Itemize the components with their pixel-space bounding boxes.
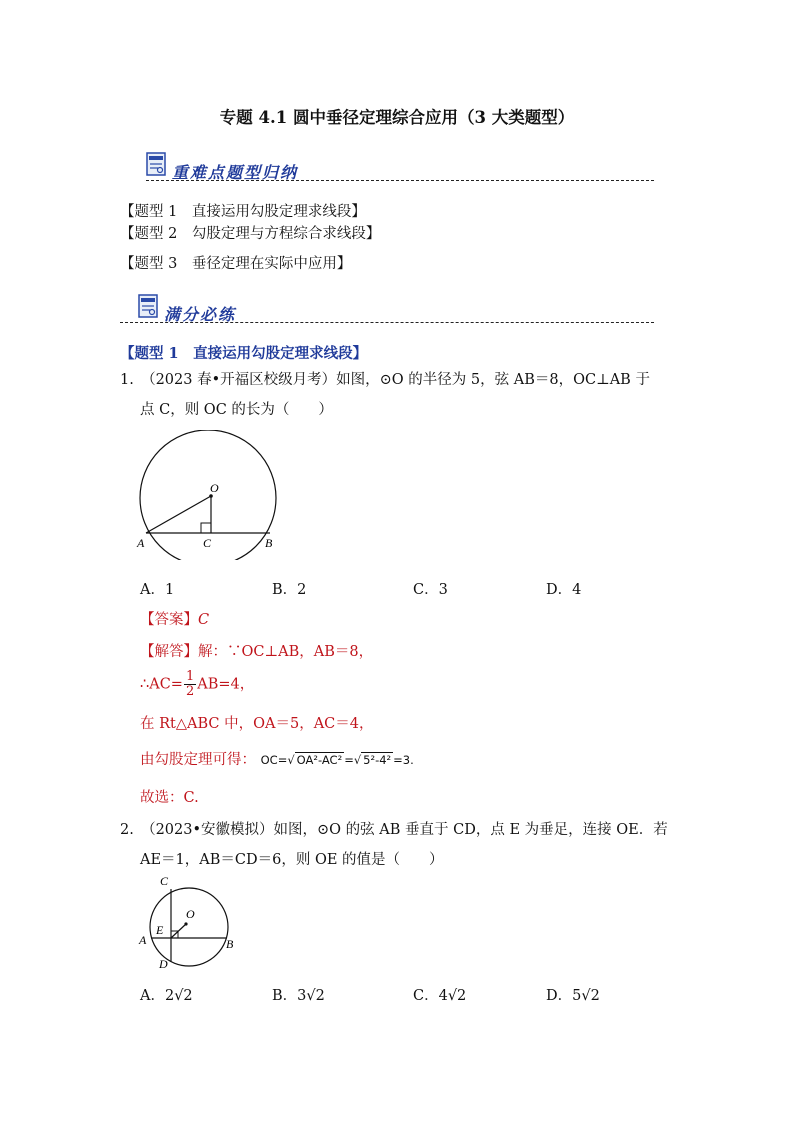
answer-line [140, 608, 209, 629]
solution-text-2-post: AB=4， [197, 676, 255, 693]
section-heading-summary: 重难点题型归纳 [172, 163, 299, 182]
label-a: A [139, 933, 147, 947]
answer-value: C [198, 612, 210, 628]
q2-option-b: B．3√2 [272, 988, 325, 1004]
label-c: C [203, 536, 212, 550]
type-item-3: 【题型 3 垂径定理在实际中应用】 [120, 256, 352, 272]
solution-text-2-pre: ∴AC= [140, 676, 183, 693]
fraction-numerator: 1 [185, 669, 195, 684]
section-divider [120, 322, 654, 323]
solution-tag: 【解答】 [140, 644, 198, 660]
solution-line2 [140, 670, 254, 699]
q1-option-b: B．2 [272, 582, 307, 598]
label-c: C [160, 874, 169, 888]
point-o [184, 922, 187, 925]
q2-option-c: C．4√2 [413, 988, 467, 1004]
solution-line1 [140, 640, 373, 661]
label-e: E [156, 923, 164, 937]
q1-option-a: A．1 [140, 582, 175, 598]
solution-text-1: 解：∵OC⊥AB，AB＝8， [198, 644, 374, 660]
label-b: B [265, 536, 273, 550]
section-heading-practice: 满分必练 [164, 305, 237, 324]
q1-line1: 1. （2023 春•开福区校级月考）如图，⊙O 的半径为 5，弦 AB＝8，OC⊥AB 于 [120, 372, 650, 388]
q1-option-d: D．4 [546, 582, 582, 598]
formula-part-e: =3. [393, 753, 414, 767]
q2-circle-diagram [134, 872, 246, 976]
q2-option-a: A．2√2 [140, 988, 193, 1004]
section-divider [146, 180, 654, 181]
fraction-half [184, 670, 196, 699]
formula-sqrt-1: OA²-AC² [296, 753, 343, 767]
fraction-denominator: 2 [185, 684, 195, 699]
label-o: O [210, 481, 219, 495]
solution-line3: 在 Rt△ABC 中，OA＝5，AC＝4， [140, 716, 374, 732]
q2-line2: AE＝1，AB＝CD＝6，则 OE 的值是（ ） [140, 852, 444, 868]
formula-part-a: OC= [260, 753, 288, 767]
q1-line2: 点 C，则 OC 的长为（ ） [140, 402, 333, 418]
right-angle-mark [201, 523, 211, 533]
solution-text-4: 由勾股定理可得： [140, 752, 256, 768]
type1-heading: 【题型 1 直接运用勾股定理求线段】 [120, 345, 368, 362]
type-item-2: 【题型 2 勾股定理与方程综合求线段】 [120, 226, 381, 242]
solution-conclusion: 故选：C. [140, 790, 199, 806]
document-icon [138, 294, 158, 318]
formula-part-c: = [344, 753, 354, 767]
q1-circle-diagram [132, 430, 292, 560]
formula-sqrt-2: 5²-4² [363, 753, 392, 767]
q2-line1: 2. （2023•安徽模拟）如图，⊙O 的弦 AB 垂直于 CD，点 E 为垂足，连接 OE．若 [120, 822, 668, 838]
pythagoras-formula: OC=√ OA²-AC² =√ 5²-4² =3. [260, 753, 414, 767]
label-a: A [137, 536, 145, 550]
type-item-1: 【题型 1 直接运用勾股定理求线段】 [120, 204, 366, 220]
q2-option-d: D．5√2 [546, 988, 600, 1004]
page-title: 专题 4.1 圆中垂径定理综合应用（3 大类题型） [219, 108, 575, 127]
document-icon [146, 152, 166, 176]
label-o: O [186, 907, 195, 921]
label-b: B [226, 937, 234, 951]
solution-line4 [140, 748, 414, 769]
label-d: D [159, 957, 168, 971]
q1-option-c: C．3 [413, 582, 448, 598]
answer-tag: 【答案】 [140, 612, 198, 628]
